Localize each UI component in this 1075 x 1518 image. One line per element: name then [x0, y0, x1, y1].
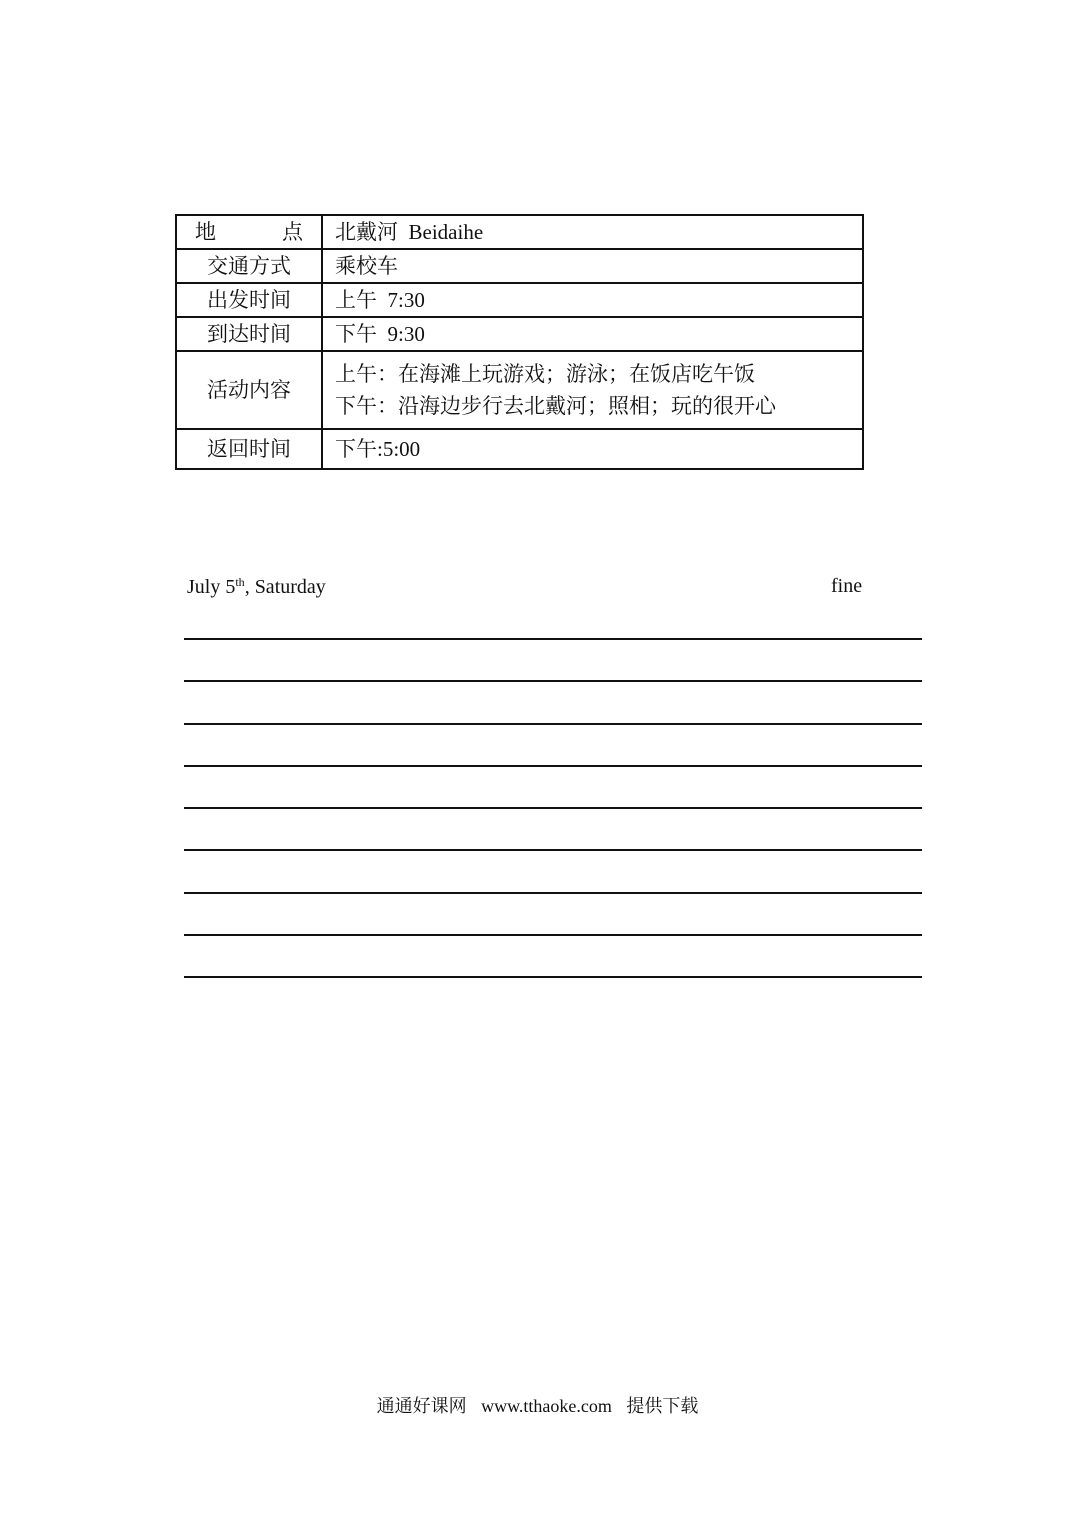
footer-site-name: 通通好课网	[376, 1396, 467, 1416]
writing-line	[184, 765, 922, 767]
row-label	[176, 215, 322, 249]
writing-lines	[184, 638, 922, 983]
trip-info-table	[175, 214, 864, 470]
diary-date	[187, 575, 326, 599]
table-row	[176, 429, 863, 469]
row-value: 下午 9:30	[322, 317, 863, 351]
writing-line	[184, 934, 922, 936]
writing-line	[184, 849, 922, 851]
label-char-right: 点	[282, 220, 303, 244]
writing-line	[184, 807, 922, 809]
row-value: 上午 7:30	[322, 283, 863, 317]
table-row	[176, 249, 863, 283]
row-label: 返回时间	[176, 429, 322, 469]
row-value: 下午:5:00	[322, 429, 863, 469]
table-row	[176, 215, 863, 249]
row-value: 北戴河 Beidaihe	[322, 215, 863, 249]
row-label: 活动内容	[176, 351, 322, 429]
label-char-left: 地	[195, 220, 216, 244]
footer-url: www.tthaoke.com	[481, 1396, 612, 1416]
table-row	[176, 351, 863, 429]
row-label: 交通方式	[176, 249, 322, 283]
writing-line	[184, 892, 922, 894]
diary-weather: fine	[831, 575, 863, 597]
activity-afternoon: 下午：沿海边步行去北戴河；照相；玩的很开心	[335, 394, 776, 418]
table-row	[176, 283, 863, 317]
footer	[0, 1392, 1075, 1418]
writing-line	[184, 976, 922, 978]
date-prefix: July 5	[187, 576, 236, 598]
row-label: 出发时间	[176, 283, 322, 317]
row-value: 乘校车	[322, 249, 863, 283]
row-label: 到达时间	[176, 317, 322, 351]
date-suffix: , Saturday	[244, 576, 326, 598]
table-row	[176, 317, 863, 351]
date-ordinal: th	[235, 575, 245, 589]
activity-morning: 上午：在海滩上玩游戏；游泳；在饭店吃午饭	[335, 362, 755, 386]
row-value	[322, 351, 863, 429]
writing-line	[184, 680, 922, 682]
writing-line	[184, 638, 922, 640]
footer-note: 提供下载	[626, 1396, 699, 1416]
writing-line	[184, 723, 922, 725]
